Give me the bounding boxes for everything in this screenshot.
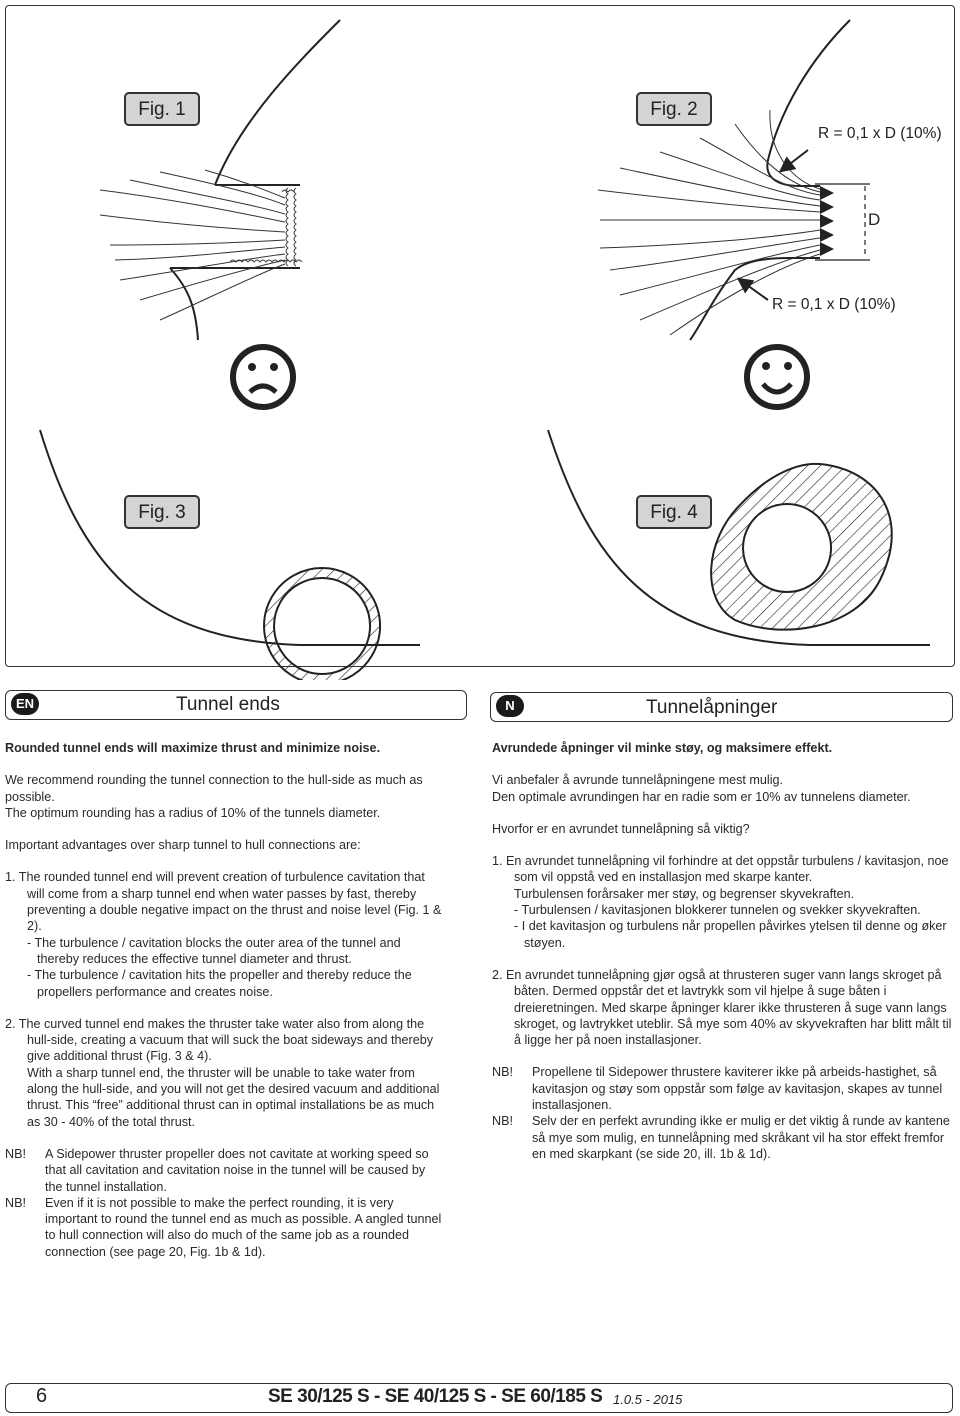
en-nb-1-text: A Sidepower thruster propeller does not cavitate at working speed so that all cavitation and cavitation noise in the tunnel will be caused by the tunnel installation. (45, 1146, 429, 1194)
no-item-1-sub-1: - Turbulensen / kavitasjonen blokkerer tunnelen og svekker skyvekraften. (514, 903, 921, 918)
en-nb-2-key: NB! (5, 1195, 26, 1210)
en-nb-2 (5, 1195, 445, 1260)
no-lead: Avrundede åpninger vil minke støy, og maksimere effekt. (492, 741, 833, 755)
fig2-propeller-teeth (820, 186, 834, 256)
no-section-header (490, 692, 953, 722)
en-nb-1-key: NB! (5, 1146, 26, 1161)
fig2-radius-top-label: R = 0,1 x D (10%) (818, 125, 942, 142)
no-item-1-sub-2: - I det kavitasjon og turbulens når propellen påvirkes ytelsen til denne og øker støyen. (514, 919, 947, 950)
no-item-1: 1. En avrundet tunnelåpning vil forhindre at det oppstår turbulens / kavitasjon, noe som vil oppstå ved en installasjon med skarpe kanter. (492, 854, 949, 885)
fig2-dimension-lines (740, 150, 870, 300)
fig1-label: Fig. 1 (124, 92, 200, 126)
no-badge: N (496, 695, 524, 717)
fig4-tunnel-section (711, 464, 892, 630)
footer-version: 1.0.5 - 2015 (613, 1392, 683, 1407)
en-item-1: 1. The rounded tunnel end will prevent creation of turbulence cavitation that will come from a sharp tunnel end when water passes by fast, thereby preventing a double negative impact on the thrust and noise level (Fig. 1 & 2). (5, 870, 442, 934)
fig2-happy-face-icon (747, 347, 807, 407)
en-item-2-continued: With a sharp tunnel end, the thruster will be unable to take water from along the hull-side, and you will not get the desired vacuum and additional thrust. This “free” additional thrust can in optimal installations be as much as 30 - 40% of the total thrust. (27, 1065, 440, 1129)
en-section-title: Tunnel ends (176, 694, 280, 715)
no-nb-2 (492, 1113, 952, 1162)
no-item-1-continued: Turbulensen forårsaker mer støy, og begrenser skyvekraften. (514, 886, 855, 901)
no-nb-1-text: Propellene til Sidepower thrustere kaviterer ikke på arbeids-hastighet, så kavitasjon og støy som oppstår som følge av kavitasjon, skapes av tunnel installasjonen. (532, 1065, 943, 1113)
en-paragraph-1a: We recommend rounding the tunnel connection to the hull-side as much as possible. (5, 773, 423, 804)
no-nb-2-text: Selv der en perfekt avrunding ikke er mulig er det viktig å runde av kantene så mye som mulig, en tunnelåpning med skråkant vil ha stor effekt fremfor en med skarpkant (se side 20, ill. 1b & 1d). (532, 1114, 950, 1161)
fig2-diameter-label: D (868, 210, 881, 229)
en-item-1-sub-1: - The turbulence / cavitation blocks the outer area of the tunnel and thereby reduces the effective tunnel diameter and thrust. (27, 935, 401, 966)
fig1-sad-face-icon (233, 347, 293, 407)
page-footer (5, 1383, 953, 1413)
no-column (492, 740, 952, 1162)
fig1-cavitation (230, 188, 302, 266)
en-paragraph-1b: The optimum rounding has a radius of 10% of the tunnels diameter. (5, 805, 381, 820)
fig2-label: Fig. 2 (636, 92, 712, 126)
fig2-radius-bottom-label: R = 0,1 x D (10%) (772, 296, 896, 313)
en-paragraph-2: Important advantages over sharp tunnel to hull connections are: (5, 838, 361, 853)
fig3-label: Fig. 3 (124, 495, 200, 529)
en-section-header (5, 690, 467, 720)
no-paragraph-1b: Den optimale avrundingen har en radie som er 10% av tunnelens diameter. (492, 789, 911, 804)
fig2-hull-drawing (690, 20, 850, 340)
no-nb-1 (492, 1064, 952, 1113)
page-number: 6 (36, 1385, 48, 1407)
fig3-hull-drawing (40, 430, 420, 645)
no-paragraph-2: Hvorfor er en avrundet tunnelåpning så viktig? (492, 821, 750, 836)
no-item-2: 2. En avrundet tunnelåpning gjør også at thrusteren suger vann langs skroget på båten. Dermed oppstår det et lavtrykk som vil hjelpe å suge båten i dreieretningen. Med skarpe åpninger klarer ikke thrusteren å suge vann langs skroget, og lavtrykket uteblir. Så mye som 40% av skyvekraften har blitt målt til å ligge her på noen installasjoner. (492, 967, 952, 1048)
no-paragraph-1a: Vi anbefaler å avrunde tunnelåpningene mest mulig. (492, 773, 784, 788)
fig1-flow-lines (100, 170, 285, 320)
en-column (5, 740, 445, 1260)
en-item-1-sub-2: - The turbulence / cavitation hits the propeller and thereby reduce the propellers performance and creates noise. (27, 968, 412, 999)
no-section-title: Tunnelåpninger (646, 697, 778, 718)
fig3-tunnel-section (264, 568, 380, 680)
en-item-2: 2. The curved tunnel end makes the thruster take water also from along the hull-side, creating a vacuum that will suck the boat sideways and thereby give additional thrust (Fig. 3 & 4). (5, 1016, 434, 1064)
en-badge: EN (11, 693, 39, 715)
en-lead: Rounded tunnel ends will maximize thrust and minimize noise. (5, 741, 381, 755)
fig4-label: Fig. 4 (636, 495, 712, 529)
no-nb-1-key: NB! (492, 1065, 513, 1080)
no-nb-2-key: NB! (492, 1114, 513, 1129)
en-nb-2-text: Even if it is not possible to make the perfect rounding, it is very important to round the tunnel end as much as possible. A angled tunnel to hull connection will also do much of the same job as a rounded connection (see page 20, Fig. 1b & 1d). (45, 1195, 442, 1259)
footer-models: SE 30/125 S - SE 40/125 S - SE 60/185 S (268, 1386, 603, 1407)
en-nb-1 (5, 1146, 445, 1195)
